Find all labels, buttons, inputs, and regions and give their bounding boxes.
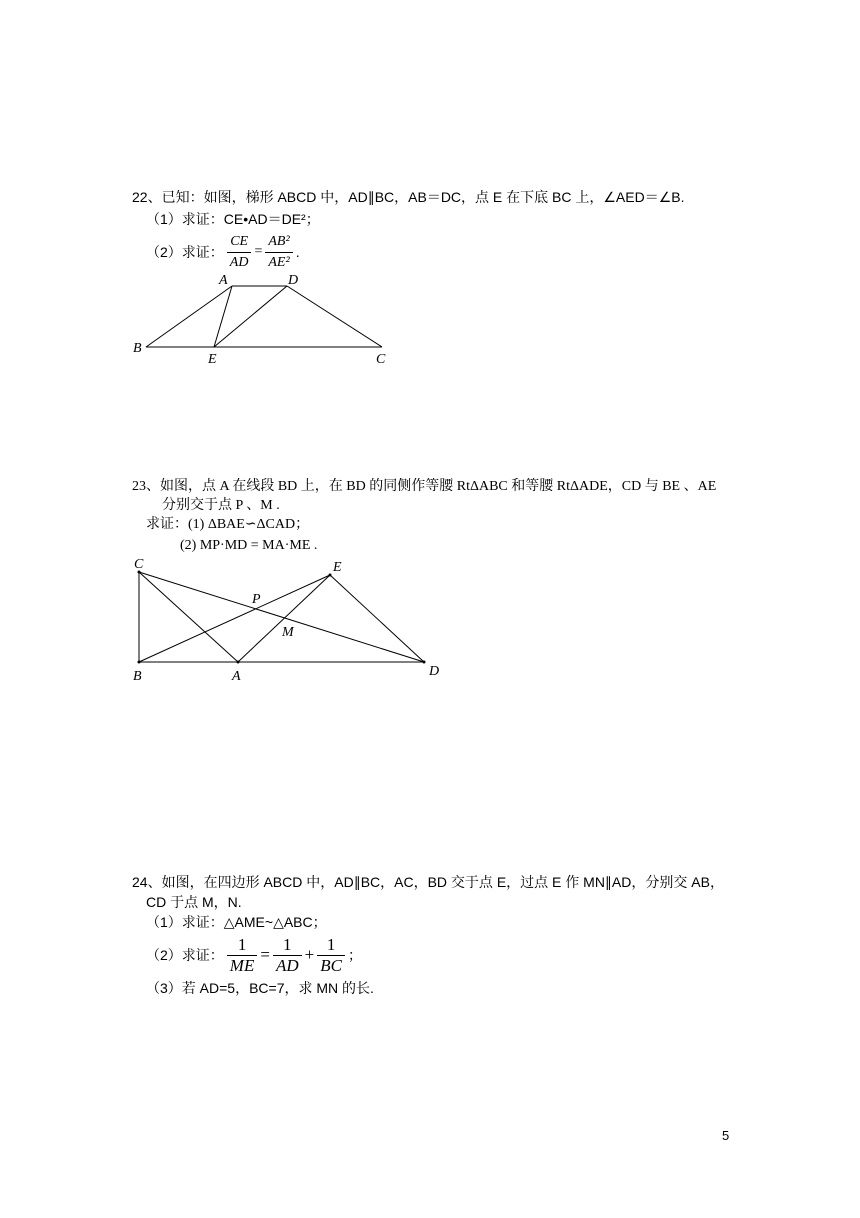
q22-label-b: B: [133, 341, 142, 356]
q23-label-e: E: [333, 560, 342, 575]
q22-label-a: A: [219, 273, 228, 288]
q23-part2: (2) MP·MD = MA·ME .: [180, 538, 318, 553]
q24-equals: =: [260, 945, 270, 964]
q24-f3-den: BC: [320, 955, 342, 975]
q22-frac-num: CE: [230, 233, 249, 249]
q22-fraction-left: [227, 232, 252, 273]
q24-f3-num: 1: [326, 934, 336, 954]
q23-statement: 23、如图，点 A 在线段 BD 上，在 BD 的同侧作等腰 RtΔABC 和等腰 RtΔADE，CD 与 BE 、AE: [132, 479, 717, 494]
q24-f1-den: ME: [229, 955, 255, 975]
q23-label-m: M: [282, 625, 294, 640]
q24-fraction-1: [227, 935, 258, 976]
q23-label-b: B: [133, 669, 142, 684]
q22-fraction-right: [265, 232, 292, 273]
q22-frac2-num: AB²: [268, 233, 290, 249]
q22-label-e: E: [208, 352, 217, 367]
q24-part2: [146, 932, 362, 978]
q22-part1: （1）求证：CE•AD＝DE²；: [146, 211, 320, 227]
q24-fraction-2: [273, 935, 302, 976]
q24-f2-den: AD: [275, 955, 299, 975]
q22-part2-end: .: [295, 244, 300, 260]
q22-frac-den: AD: [229, 254, 249, 270]
q22-figure: [130, 270, 400, 370]
q23-part1: 求证：(1) ΔBAE∽ΔCAD；: [146, 517, 310, 532]
q23-statement-cont: 分别交于点 P 、M .: [162, 498, 280, 513]
q24-plus: +: [304, 945, 315, 964]
page-number: 5: [722, 1128, 730, 1143]
q23-label-d: D: [429, 664, 440, 679]
q23-label-a: A: [232, 669, 241, 684]
q24-part3: （3）若 AD=5，BC=7，求 MN 的长.: [146, 980, 374, 996]
q24-statement: 24、如图，在四边形 ABCD 中，AD∥BC，AC，BD 交于点 E，过点 E 作 MN∥AD，分别交 AB，: [132, 874, 724, 890]
q22-label-d: D: [288, 273, 299, 288]
q22-part2: （2）求证： $\frac{CE}{AD}$ = $\frac{\text{AB²}}{\text{AE²}}$ .: [146, 232, 300, 272]
q24-f2-num: 1: [283, 934, 292, 954]
q23-label-c: C: [134, 557, 144, 572]
q23-label-p: P: [252, 592, 261, 607]
q23-figure: [130, 556, 450, 686]
q22-part2-label: （2）求证：: [146, 244, 224, 260]
q24-fraction-3: [317, 935, 345, 976]
q22-statement: 22、已知：如图，梯形 ABCD 中，AD∥BC，AB＝DC，点 E 在下底 BC 上，∠AED＝∠B.: [132, 189, 685, 205]
q24-part1: （1）求证：△AME~△ABC；: [146, 914, 327, 930]
q24-part2-label: （2）求证：: [146, 947, 224, 963]
q24-f1-num: 1: [237, 934, 247, 954]
q22-frac2-den: AE²: [268, 254, 290, 270]
q24-part2-end: ；: [347, 947, 362, 963]
q24-statement-cont: CD 于点 M，N.: [146, 894, 242, 910]
q22-label-c: C: [376, 352, 386, 367]
